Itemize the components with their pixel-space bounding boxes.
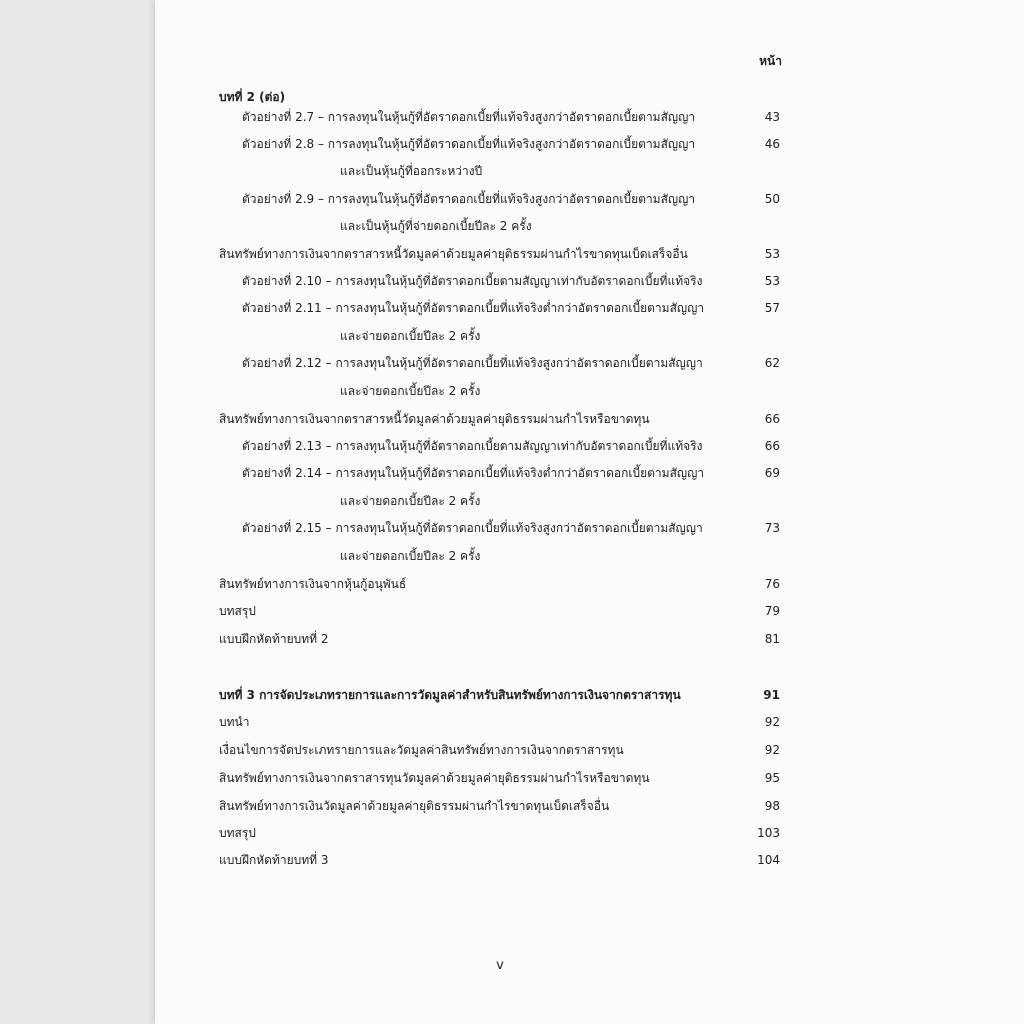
page-column-header: หน้า	[759, 54, 782, 68]
toc-page-number: 73	[764, 521, 780, 535]
toc-entry	[0, 767, 1024, 789]
toc-page-number: 43	[764, 110, 780, 124]
toc-entry-text: ตัวอย่างที่ 2.10 – การลงทุนในหุ้นกู้ที่อัตราดอกเบี้ยตามสัญญาเท่ากับอัตราดอกเบี้ยที่แท้จริง	[242, 274, 703, 288]
toc-entry	[0, 133, 1024, 155]
toc-entry	[0, 711, 1024, 733]
toc-entry	[0, 739, 1024, 761]
toc-page-number: 81	[764, 632, 780, 646]
toc-entry-text: สินทรัพย์ทางการเงินจากตราสารหนี้วัดมูลค่าด้วยมูลค่ายุติธรรมผ่านกำไรขาดทุนเบ็ดเสร็จอื่น	[219, 247, 688, 261]
toc-entry-text: แบบฝึกหัดท้ายบทที่ 3	[219, 853, 329, 867]
toc-entry-text: ตัวอย่างที่ 2.7 – การลงทุนในหุ้นกู้ที่อัตราดอกเบี้ยที่แท้จริงสูงกว่าอัตราดอกเบี้ยตามสัญญา	[242, 110, 696, 124]
toc-entry-text: เงื่อนไขการจัดประเภทรายการและวัดมูลค่าสินทรัพย์ทางการเงินจากตราสารทุน	[219, 743, 624, 757]
toc-entry-text: ตัวอย่างที่ 2.12 – การลงทุนในหุ้นกู้ที่อัตราดอกเบี้ยที่แท้จริงสูงกว่าอัตราดอกเบี้ยตามสัญญา	[242, 356, 703, 370]
toc-entry	[0, 573, 1024, 595]
toc-entry-text: และเป็นหุ้นกู้ที่จ่ายดอกเบี้ยปีละ 2 ครั้ง	[340, 219, 532, 233]
toc-entry	[0, 545, 1024, 567]
toc-entry	[0, 684, 1024, 706]
toc-entry	[0, 408, 1024, 430]
toc-page-number: 57	[764, 301, 780, 315]
toc-entry	[0, 822, 1024, 844]
page-number-footer: v	[496, 958, 504, 973]
toc-entry	[0, 86, 1024, 108]
toc-page-number: 69	[764, 466, 780, 480]
toc-entry	[0, 517, 1024, 539]
toc-page-number: 76	[764, 577, 780, 591]
toc-entry-text: และจ่ายดอกเบี้ยปีละ 2 ครั้ง	[340, 549, 481, 563]
toc-entry	[0, 160, 1024, 182]
chapter-heading: บทที่ 2 (ต่อ)	[219, 90, 286, 104]
chapter-heading: บทที่ 3 การจัดประเภทรายการและการวัดมูลค่าสำหรับสินทรัพย์ทางการเงินจากตราสารทุน	[219, 688, 681, 702]
toc-entry-text: และจ่ายดอกเบี้ยปีละ 2 ครั้ง	[340, 329, 481, 343]
toc-entry-text: บทนำ	[219, 715, 250, 729]
toc-page-number: 98	[764, 799, 780, 813]
toc-entry-text: และจ่ายดอกเบี้ยปีละ 2 ครั้ง	[340, 494, 481, 508]
toc-page-number: 53	[764, 247, 780, 261]
toc-page-number: 79	[764, 604, 780, 618]
toc-entry	[0, 795, 1024, 817]
toc-entry-text: สินทรัพย์ทางการเงินจากตราสารทุนวัดมูลค่าด้วยมูลค่ายุติธรรมผ่านกำไรหรือขาดทุน	[219, 771, 650, 785]
toc-page-number: 46	[764, 137, 780, 151]
toc-page-number: 95	[764, 771, 780, 785]
toc-entry	[0, 600, 1024, 622]
toc-entry-text: ตัวอย่างที่ 2.14 – การลงทุนในหุ้นกู้ที่อัตราดอกเบี้ยที่แท้จริงต่ำกว่าอัตราดอกเบี้ยตามสัญญา	[242, 466, 705, 480]
toc-page-number: 104	[757, 853, 780, 867]
toc-entry	[0, 325, 1024, 347]
toc-entry	[0, 243, 1024, 265]
toc-entry	[0, 435, 1024, 457]
toc-entry	[0, 490, 1024, 512]
toc-entry	[0, 380, 1024, 402]
toc-page-number: 103	[757, 826, 780, 840]
toc-entry	[0, 462, 1024, 484]
toc-entry-text: และเป็นหุ้นกู้ที่ออกระหว่างปี	[340, 164, 483, 178]
toc-entry	[0, 628, 1024, 650]
toc-entry	[0, 849, 1024, 871]
toc-page-number: 66	[764, 439, 780, 453]
toc-entry	[0, 215, 1024, 237]
toc-entry-text: สินทรัพย์ทางการเงินวัดมูลค่าด้วยมูลค่ายุติธรรมผ่านกำไรขาดทุนเบ็ดเสร็จอื่น	[219, 799, 610, 813]
toc-entry-text: แบบฝึกหัดท้ายบทที่ 2	[219, 632, 329, 646]
toc-entry-text: ตัวอย่างที่ 2.13 – การลงทุนในหุ้นกู้ที่อัตราดอกเบี้ยตามสัญญาเท่ากับอัตราดอกเบี้ยที่แท้จริง	[242, 439, 703, 453]
toc-page-number: 92	[764, 743, 780, 757]
toc-entry-text: ตัวอย่างที่ 2.15 – การลงทุนในหุ้นกู้ที่อัตราดอกเบี้ยที่แท้จริงสูงกว่าอัตราดอกเบี้ยตามสัญญา	[242, 521, 703, 535]
toc-entry-text: และจ่ายดอกเบี้ยปีละ 2 ครั้ง	[340, 384, 481, 398]
toc-entry-text: ตัวอย่างที่ 2.9 – การลงทุนในหุ้นกู้ที่อัตราดอกเบี้ยที่แท้จริงสูงกว่าอัตราดอกเบี้ยตามสัญญา	[242, 192, 696, 206]
toc-page-number: 66	[764, 412, 780, 426]
toc-page-number: 91	[763, 688, 780, 702]
toc-entry	[0, 352, 1024, 374]
toc-page-number: 53	[764, 274, 780, 288]
toc-page-number: 92	[764, 715, 780, 729]
toc-entry-text: ตัวอย่างที่ 2.11 – การลงทุนในหุ้นกู้ที่อัตราดอกเบี้ยที่แท้จริงต่ำกว่าอัตราดอกเบี้ยตามสัญญา	[242, 301, 705, 315]
toc-page-number: 62	[764, 356, 780, 370]
toc-entry	[0, 270, 1024, 292]
toc-entry	[0, 188, 1024, 210]
toc-entry-text: บทสรุป	[219, 604, 256, 618]
toc-entry-text: สินทรัพย์ทางการเงินจากตราสารหนี้วัดมูลค่าด้วยมูลค่ายุติธรรมผ่านกำไรหรือขาดทุน	[219, 412, 650, 426]
toc-entry	[0, 106, 1024, 128]
toc-entry	[0, 297, 1024, 319]
toc-entry-text: บทสรุป	[219, 826, 256, 840]
toc-entry-text: ตัวอย่างที่ 2.8 – การลงทุนในหุ้นกู้ที่อัตราดอกเบี้ยที่แท้จริงสูงกว่าอัตราดอกเบี้ยตามสัญญา	[242, 137, 696, 151]
toc-page-number: 50	[764, 192, 780, 206]
toc-entry-text: สินทรัพย์ทางการเงินจากหุ้นกู้อนุพันธ์	[219, 577, 407, 591]
